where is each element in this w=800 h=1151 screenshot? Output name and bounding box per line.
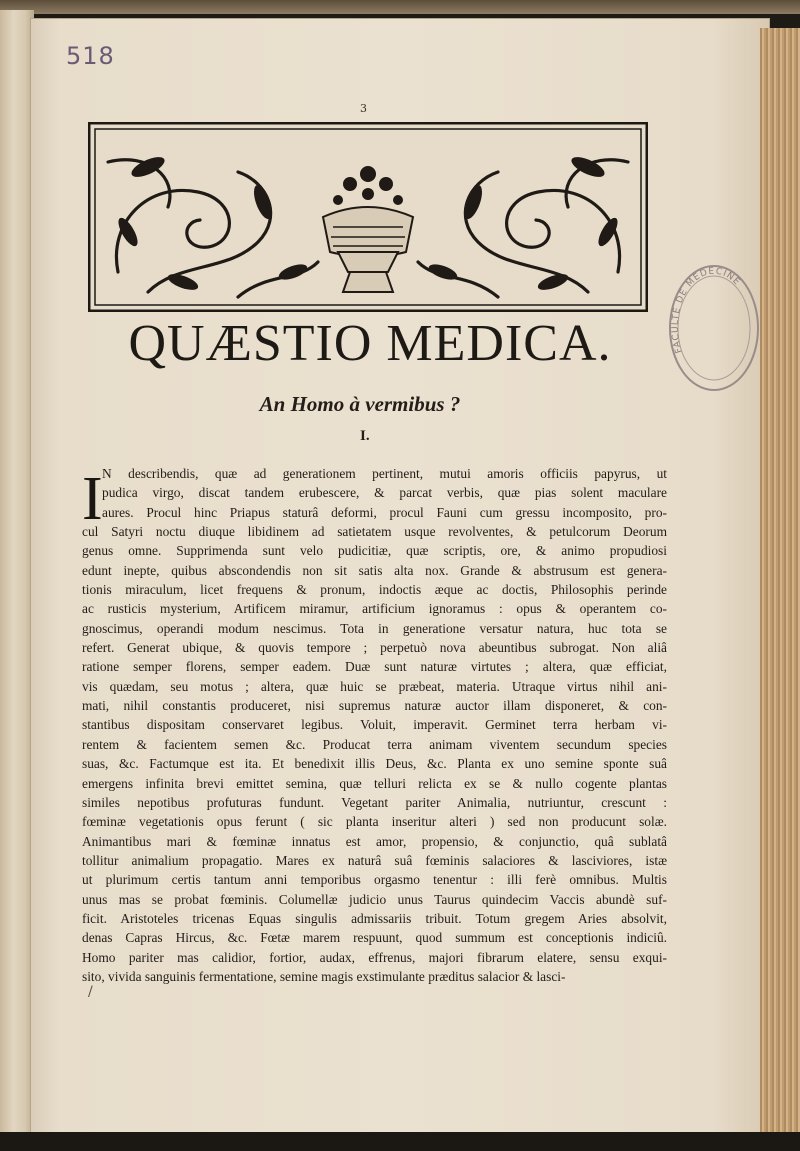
library-stamp: [668, 262, 760, 394]
text-line: ratione semper florens, semper eadem. Duæ sunt naturæ virtutes ; altera, quæ efficiat,: [82, 659, 667, 675]
text-line: suas, &c. Factumque est ita. Et benedixit illis Deus, &c. Planta ex uno semine sponte suâ: [82, 756, 667, 772]
text-line: cul Satyri noctu diuque libidinem ad satietatem usque revolventes, & petulcorum Deorum: [82, 524, 667, 540]
text-line: sito, vivida sanguinis fermentatione, semine magis exstimulante præditus salacior & lasci-: [82, 968, 566, 984]
text-line: Animantibus mari & fœminæ innatus est amor, propensio, & conjunctio, quâ sublatâ: [82, 833, 667, 849]
text-line: vis quædam, seu motus ; altera, quæ huic se præbeat, materia. Utraque virtus nihil ani-: [82, 678, 667, 694]
drop-cap: I: [82, 465, 103, 533]
page-fore-edge: [760, 28, 800, 1136]
body-text: [82, 464, 667, 986]
text-line: genus omne. Supprimenda sunt velo pudicitiæ, quæ scriptis, ore, & animo propudiosi: [82, 543, 667, 559]
text-line: denas Capras Hircus, &c. Fœtæ marem respuunt, quod summum est conceptionis indiciû.: [82, 930, 667, 946]
woodcut-headpiece: [88, 122, 648, 312]
text-line: aures. Procul hinc Priapus staturâ deformi, procul Fauni cum gressu incomposito, pro-: [102, 504, 667, 520]
text-line: stantibus dispositam conservaret legibus. Voluit, imperavit. Germinet terra herbam vi-: [82, 717, 667, 733]
text-line: ut plurimum certis tantum anni temporibus orgasmo tenentur : illi ferè omnibus. Multis: [82, 872, 667, 888]
text-line: refert. Generat ubique, & quovis tempore ; perpetuò nova abeuntibus subrogat. Non aliâ: [82, 640, 667, 656]
text-line: rentem & facientem semen &c. Producat terra animam viventem secundum species: [82, 736, 667, 752]
handwritten-shelfmark: 518: [66, 42, 115, 70]
text-line: similes nepotibus profuturas fundunt. Vegetant pariter Animalia, nutriuntur, crescunt :: [82, 794, 667, 810]
stray-pen-mark: /: [88, 984, 93, 1000]
text-line: Homo pariter mas calidior, fortior, audax, effrenus, majori fibrarum elatere, sensu exqui-: [82, 949, 667, 965]
book-spine-top: [0, 0, 800, 14]
text-line: fœminæ vegetationis opus ferunt ( sic planta inseritur alteri ) sed non producunt solæ.: [82, 814, 667, 830]
document-subtitle: An Homo à vermibus ?: [259, 392, 461, 416]
page-number: 3: [360, 102, 367, 115]
text-line: tionis miraculum, licet frequens & pronum, indoctis æque ac doctis, Philosophis perinde: [82, 582, 667, 598]
scan-bottom-band: [0, 1132, 800, 1151]
text-line: tollitur animalium propagatio. Mares ex naturâ suâ fœminis salaciores & lasciviores, istæ: [82, 852, 667, 868]
stamp-text: FACULTE DE MEDECINE: [670, 266, 743, 355]
text-line: ac rusticis mysterium, Artificem miramur, artificium ignoramus : opus & operantem co-: [82, 601, 667, 617]
text-line: gnoscimus, operandi modum nescimus. Tota in generatione versatur natura, huc tota se: [82, 620, 667, 636]
document-title: QUÆSTIO MEDICA.: [128, 315, 612, 372]
section-number: I.: [360, 428, 370, 444]
text-line: N describendis, quæ ad generationem pertinent, mutui amoris officiis papyrus, ut: [102, 466, 667, 481]
text-line: mati, nihil constantis produceret, nisi supremus naturæ auctor illam disponeret, & con-: [82, 698, 667, 714]
text-line: unus mas se probat fœminis. Columellæ judicio unus Taurus quindecim Vaccis abundè suf-: [82, 891, 667, 907]
text-line: edunt inepte, quibus abscondendis non sit satis alta nox. Grande & abstrusum est genera-: [82, 562, 667, 578]
text-line: emergens infinita brevi emittet semina, quæ telluri relicta ex se & nullo cogente plantas: [82, 775, 667, 791]
svg-text:FACULTE DE MEDECINE: [671, 267, 742, 355]
text-line: pudica virgo, discat tandem erubescere, & parcat verbis, quæ pias solent maculare: [102, 485, 667, 501]
left-page-edge: [0, 10, 34, 1135]
text-line: ficit. Aristoteles tricenas Equas singulis admissariis tribuit. Totum gregem Aries absolvit,: [82, 910, 667, 926]
